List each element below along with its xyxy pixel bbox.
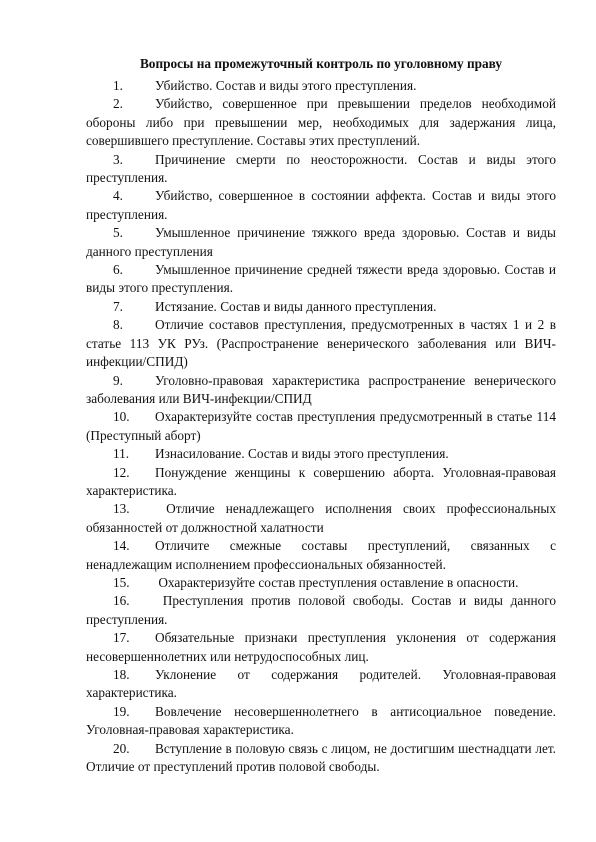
question-item <box>86 445 556 463</box>
question-text: Преступления против половой свободы. Состав и виды данного преступления. <box>86 593 556 627</box>
question-item <box>86 261 556 298</box>
question-item <box>86 77 556 95</box>
question-number: 1. <box>113 78 123 93</box>
question-number: 11. <box>113 446 130 462</box>
question-number: 20. <box>113 740 130 756</box>
question-text: Вступление в половую связь с лицом, не достигшим шестнадцати лет. Отличие от преступлений против половой свободы. <box>86 740 556 775</box>
question-item <box>86 224 556 261</box>
question-number: 3. <box>113 151 123 167</box>
question-number: 6. <box>113 262 123 278</box>
question-text: Умышленное причинение средней тяжести вреда здоровью. Состав и виды этого преступления. <box>86 262 556 296</box>
question-item <box>86 372 556 409</box>
question-number: 10. <box>113 409 130 425</box>
question-number: 16. <box>113 593 130 609</box>
question-text: Истязание. Состав и виды данного преступления. <box>155 298 437 314</box>
document-title: Вопросы на промежуточный контроль по уголовному праву <box>139 56 503 71</box>
question-item <box>86 151 556 188</box>
question-list <box>86 77 556 776</box>
question-number: 9. <box>113 372 123 388</box>
question-item <box>86 703 556 740</box>
question-item <box>86 740 556 777</box>
question-text: Отличие составов преступления, предусмотренных в частях 1 и 2 в статье 113 УК РУз. (Распространение венерического заболевания или ВИЧ-инфекции/СПИД) <box>86 317 556 370</box>
question-item <box>86 187 556 224</box>
question-number: 8. <box>113 317 123 333</box>
question-text: Уголовно-правовая характеристика распространение венерического заболевания или ВИЧ-инфекции/СПИД <box>86 372 556 406</box>
question-number: 17. <box>113 630 130 646</box>
question-text: Обязательные признаки преступления уклонения от содержания несовершеннолетних или нетрудоспособных лиц. <box>86 630 556 664</box>
question-text: Уклонение от содержания родителей. Уголовная-правовая характеристика. <box>86 667 556 701</box>
question-item <box>86 537 556 574</box>
question-item <box>86 298 556 316</box>
question-text: Причинение смерти по неосторожности. Состав и виды этого преступления. <box>86 151 556 186</box>
question-item <box>86 95 556 150</box>
question-text: Убийство. Состав и виды этого преступления. <box>155 78 417 93</box>
question-item <box>86 464 556 501</box>
question-text: Изнасилование. Состав и виды этого преступления. <box>155 446 449 462</box>
question-number: 13. <box>113 501 130 517</box>
question-text: Отличие ненадлежащего исполнения своих профессиональных обязанностей от должностной халатности <box>86 501 556 535</box>
question-text: Охарактеризуйте состав преступления оставление в опасности. <box>155 574 519 590</box>
question-number: 18. <box>113 667 130 682</box>
question-number: 12. <box>113 464 130 480</box>
question-number: 15. <box>113 574 130 590</box>
question-item <box>86 666 556 703</box>
question-item <box>86 592 556 629</box>
question-number: 14. <box>113 538 130 554</box>
question-number: 5. <box>113 225 123 241</box>
question-text: Вовлечение несовершеннолетнего в антисоциальное поведение. Уголовная-правовая характеристика. <box>86 703 556 738</box>
question-item <box>86 408 556 445</box>
question-text: Отличите смежные составы преступлений, связанных с ненадлежащим исполнением профессиональных обязанностей. <box>86 538 556 572</box>
question-text: Умышленное причинение тяжкого вреда здоровью. Состав и виды данного преступления <box>86 225 556 259</box>
question-item <box>86 574 556 592</box>
question-number: 7. <box>113 298 123 314</box>
question-number: 19. <box>113 703 130 719</box>
question-item <box>86 629 556 666</box>
question-text: Убийство, совершенное в состоянии аффекта. Состав и виды этого преступления. <box>86 188 556 222</box>
question-item <box>86 500 556 537</box>
question-text: Понуждение женщины к совершению аборта. Уголовная-правовая характеристика. <box>86 464 556 498</box>
question-text: Охарактеризуйте состав преступления предусмотренный в статье 114 (Преступный аборт) <box>86 409 556 443</box>
question-number: 2. <box>113 96 123 112</box>
question-item <box>86 316 556 371</box>
question-number: 4. <box>113 188 123 204</box>
question-text: Убийство, совершенное при превышении пределов необходимой обороны либо при превышении мер, необходимых для задержания лица, совершившего преступление. Составы этих преступлений. <box>86 96 556 149</box>
